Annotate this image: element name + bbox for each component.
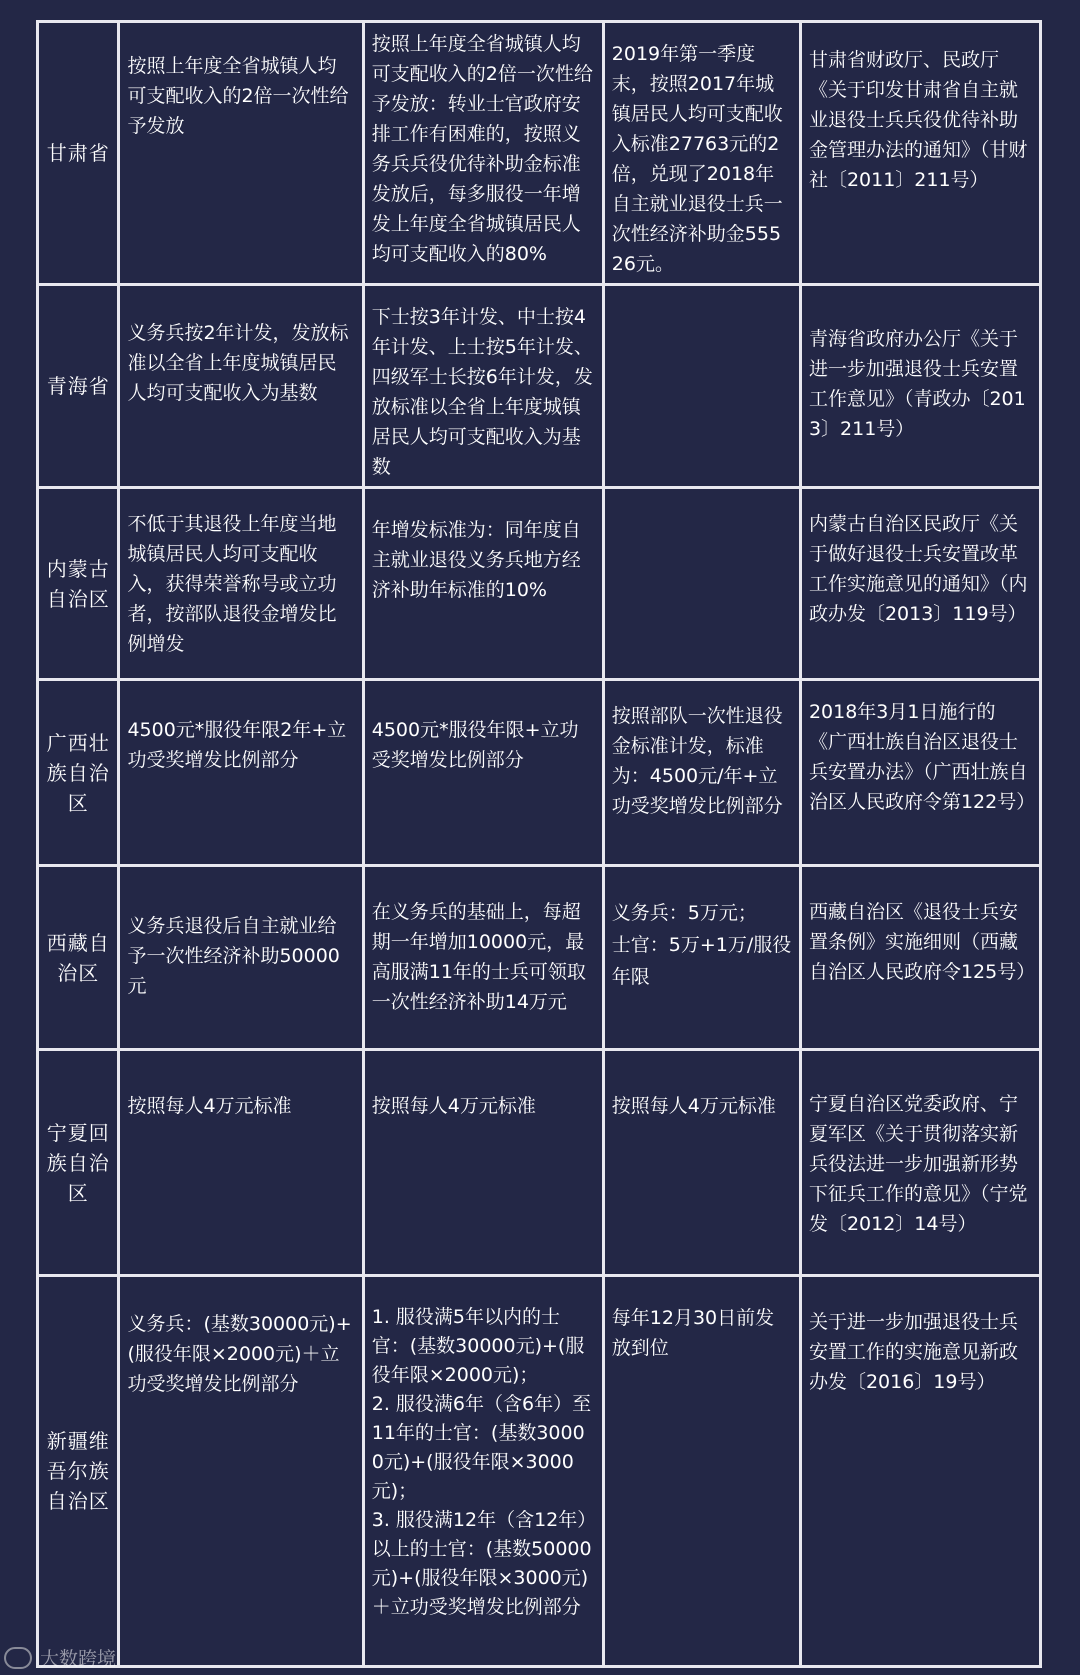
table-cell: 每年12月30日前发放到位 (603, 1276, 800, 1667)
table-cell: 按照每人4万元标准 (119, 1050, 363, 1276)
province-cell: 甘肃省 (38, 22, 119, 285)
province-cell: 新疆维吾尔族自治区 (38, 1276, 119, 1667)
table-cell: 义务兵：5万元； 士官：5万+1万/服役年限 (603, 866, 800, 1050)
table-row-ningxia (38, 1050, 1041, 1276)
table-cell: 4500元*服役年限2年+立功受奖增发比例部分 (119, 680, 363, 866)
table-cell: 年增发标准为：同年度自主就业退役义务兵地方经济补助年标准的10% (363, 488, 603, 680)
province-cell: 西藏自治区 (38, 866, 119, 1050)
province-cell: 广西壮族自治区 (38, 680, 119, 866)
table-row-qinghai (38, 285, 1041, 488)
table-cell: 按照上年度全省城镇人均可支配收入的2倍一次性给予发放：转业士官政府安排工作有困难的，按照义务兵兵役优待补助金标准发放后，每多服役一年增发上年度全省城镇居民人均可支配收入的80% (363, 22, 603, 285)
table-cell: 1. 服役满5年以内的士官：(基数30000元)+(服役年限×2000元)； 2. 服役满6年（含6年）至11年的士官：(基数30000元)+(服役年限×3000元)； 3. 服役满12年（含12年）以上的士官：(基数50000元)+(服役年限×3000元)＋立功受奖增发比例部分 (363, 1276, 603, 1667)
table-row-xinjiang (38, 1276, 1041, 1667)
table-cell: 义务兵退役后自主就业给予一次性经济补助50000元 (119, 866, 363, 1050)
table-row-guangxi (38, 680, 1041, 866)
table-cell: 按照每人4万元标准 (363, 1050, 603, 1276)
table-cell: 4500元*服役年限+立功受奖增发比例部分 (363, 680, 603, 866)
table-cell: 甘肃省财政厅、民政厅《关于印发甘肃省自主就业退役士兵兵役优待补助金管理办法的通知》（甘财社〔2011〕211号） (800, 22, 1040, 285)
table-cell: 按照部队一次性退役金标准计发，标准为：4500元/年+立功受奖增发比例部分 (603, 680, 800, 866)
table-row-neimenggu (38, 488, 1041, 680)
table-cell: 按照每人4万元标准 (603, 1050, 800, 1276)
policy-table (36, 20, 1042, 1668)
bigdata-logo-icon (4, 1647, 32, 1669)
province-cell: 宁夏回族自治区 (38, 1050, 119, 1276)
watermark (4, 1644, 116, 1671)
province-cell: 内蒙古自治区 (38, 488, 119, 680)
table-cell: 青海省政府办公厅《关于进一步加强退役士兵安置工作意见》（青政办〔2013〕211号） (800, 285, 1040, 488)
table-cell: 义务兵按2年计发，发放标准以全省上年度城镇居民人均可支配收入为基数 (119, 285, 363, 488)
table-cell: 宁夏自治区党委政府、宁夏军区《关于贯彻落实新兵役法进一步加强新形势下征兵工作的意见》（宁党发〔2012〕14号） (800, 1050, 1040, 1276)
table-row-xizang (38, 866, 1041, 1050)
table-cell: 关于进一步加强退役士兵安置工作的实施意见新政办发〔2016〕19号） (800, 1276, 1040, 1667)
table-cell: 西藏自治区《退役士兵安置条例》实施细则（西藏自治区人民政府令125号） (800, 866, 1040, 1050)
table-cell: 按照上年度全省城镇人均可支配收入的2倍一次性给予发放 (119, 22, 363, 285)
table-cell: 不低于其退役上年度当地城镇居民人均可支配收入，获得荣誉称号或立功者，按部队退役金增发比例增发 (119, 488, 363, 680)
province-cell: 青海省 (38, 285, 119, 488)
table-cell: 下士按3年计发、中士按4年计发、上士按5年计发、四级军士长按6年计发，发放标准以全省上年度城镇居民人均可支配收入为基数 (363, 285, 603, 488)
policy-table-frame (36, 20, 1042, 1668)
table-row-gansu (38, 22, 1041, 285)
table-cell (603, 285, 800, 488)
table-cell: 内蒙古自治区民政厅《关于做好退役士兵安置改革工作实施意见的通知》（内政办发〔2013〕119号） (800, 488, 1040, 680)
table-cell: 义务兵：(基数30000元)+(服役年限×2000元)＋立功受奖增发比例部分 (119, 1276, 363, 1667)
table-cell: 在义务兵的基础上，每超期一年增加10000元，最高服满11年的士兵可领取一次性经济补助14万元 (363, 866, 603, 1050)
table-cell (603, 488, 800, 680)
watermark-text: 大数跨境 (40, 1648, 117, 1670)
table-cell: 2018年3月1日施行的《广西壮族自治区退役士兵安置办法》（广西壮族自治区人民政府令第122号） (800, 680, 1040, 866)
table-cell: 2019年第一季度末，按照2017年城镇居民人均可支配收入标准27763元的2倍，兑现了2018年自主就业退役士兵一次性经济补助金55526元。 (603, 22, 800, 285)
